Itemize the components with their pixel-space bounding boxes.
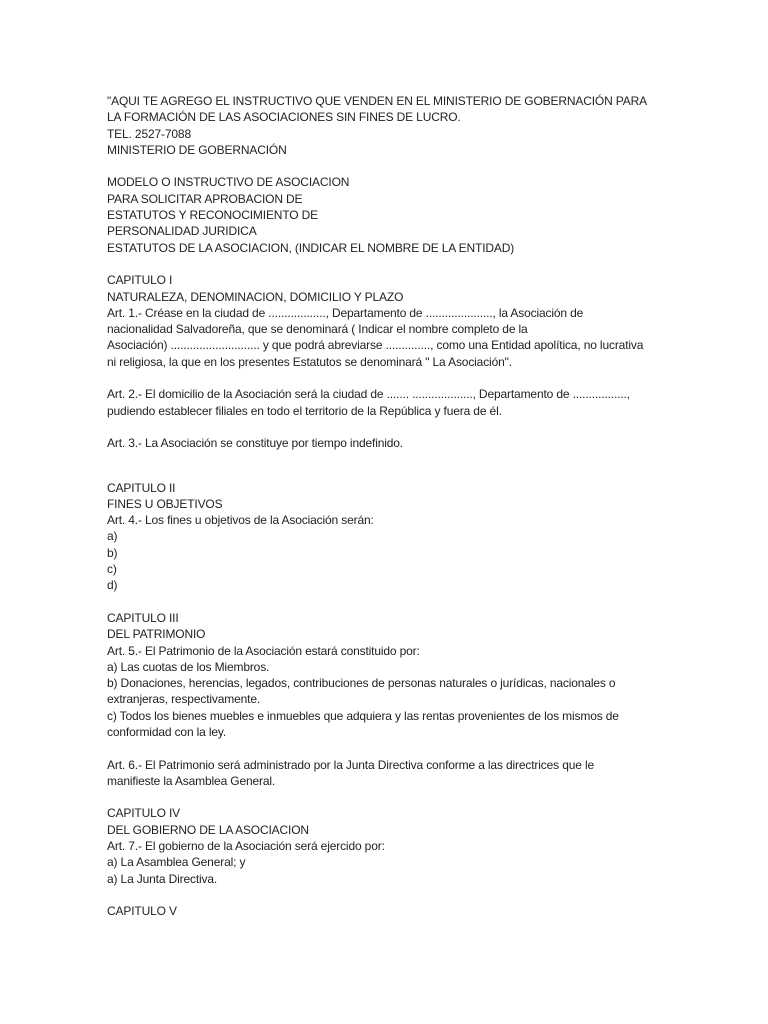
chapter-5 bbox=[107, 903, 667, 919]
intro-ministry: MINISTERIO DE GOBERNACIÓN bbox=[107, 142, 287, 157]
intro-line: LA FORMACIÓN DE LAS ASOCIACIONES SIN FINES DE LUCRO. bbox=[107, 110, 461, 125]
article-5 bbox=[107, 643, 667, 741]
heading-line: PERSONALIDAD JURIDICA bbox=[107, 224, 257, 239]
heading-line: PARA SOLICITAR APROBACION DE bbox=[107, 191, 303, 206]
chapter-4 bbox=[107, 805, 667, 886]
article-line: pudiendo establecer filiales en todo el territorio de la República y fuera de él. bbox=[107, 403, 502, 418]
article-line: a) Las cuotas de los Miembros. bbox=[107, 659, 270, 674]
article-line: a) La Junta Directiva. bbox=[107, 871, 218, 886]
article-7 bbox=[107, 838, 667, 887]
article-4: Art. 4.- Los fines u objetivos de la Asociación serán: bbox=[107, 513, 374, 528]
chapter-subtitle: DEL GOBIERNO DE LA ASOCIACION bbox=[107, 822, 309, 837]
chapter-title: CAPITULO III bbox=[107, 610, 179, 625]
article-line: ni religiosa, la que en los presentes Estatutos se denominará " La Asociación". bbox=[107, 354, 512, 369]
article-line: conformidad con la ley. bbox=[107, 724, 227, 739]
intro-block bbox=[107, 93, 667, 158]
list-item: b) bbox=[107, 545, 118, 560]
article-line: a) La Asamblea General; y bbox=[107, 855, 246, 870]
chapter-title: CAPITULO IV bbox=[107, 806, 181, 821]
article-line: c) Todos los bienes muebles e inmuebles que adquiera y las rentas provenientes de los mismos de bbox=[107, 708, 619, 723]
article-line: Asociación) ............................ y que podrá abreviarse .............., como una Entidad apolítica, no lucrativa bbox=[107, 338, 644, 353]
list-item: d) bbox=[107, 578, 118, 593]
article-6 bbox=[107, 757, 667, 790]
chapter-title: CAPITULO V bbox=[107, 904, 177, 919]
article-1 bbox=[107, 305, 667, 370]
list-item: a) bbox=[107, 529, 118, 544]
article-line: Art. 3.- La Asociación se constituye por tiempo indefinido. bbox=[107, 436, 403, 451]
chapter-subtitle: NATURALEZA, DENOMINACION, DOMICILIO Y PLAZO bbox=[107, 289, 404, 304]
article-line: extranjeras, respectivamente. bbox=[107, 692, 261, 707]
article-line: Art. 2.- El domicilio de la Asociación será la ciudad de ....... ..................., Departamento de ................., bbox=[107, 387, 630, 402]
list-item: c) bbox=[107, 562, 117, 577]
chapter-title: CAPITULO II bbox=[107, 480, 176, 495]
chapter-subtitle: DEL PATRIMONIO bbox=[107, 627, 206, 642]
chapter-3 bbox=[107, 610, 667, 789]
intro-phone: TEL. 2527-7088 bbox=[107, 126, 191, 141]
article-line: nacionalidad Salvadoreña, que se denominará ( Indicar el nombre completo de la bbox=[107, 322, 528, 337]
article-2 bbox=[107, 386, 667, 419]
heading-line: ESTATUTOS Y RECONOCIMIENTO DE bbox=[107, 208, 319, 223]
article-line: Art. 1.- Créase en la ciudad de .................., Departamento de ....................., la Asociación de bbox=[107, 305, 584, 320]
intro-line: "AQUI TE AGREGO EL INSTRUCTIVO QUE VENDEN EN EL MINISTERIO DE GOBERNACIÓN PARA bbox=[107, 94, 647, 108]
heading-line: MODELO O INSTRUCTIVO DE ASOCIACION bbox=[107, 175, 350, 190]
article-line: b) Donaciones, herencias, legados, contribuciones de personas naturales o jurídicas, nacionales o bbox=[107, 676, 616, 691]
article-line: manifieste la Asamblea General. bbox=[107, 773, 276, 788]
chapter-title: CAPITULO I bbox=[107, 273, 173, 288]
document-heading bbox=[107, 174, 667, 255]
article-3 bbox=[107, 435, 667, 451]
document-page bbox=[107, 93, 667, 920]
chapter-1 bbox=[107, 272, 667, 451]
chapter-2 bbox=[107, 480, 667, 594]
chapter-subtitle: FINES U OBJETIVOS bbox=[107, 496, 223, 511]
article-line: Art. 7.- El gobierno de la Asociación será ejercido por: bbox=[107, 839, 385, 854]
heading-line: ESTATUTOS DE LA ASOCIACION, (INDICAR EL NOMBRE DE LA ENTIDAD) bbox=[107, 240, 515, 255]
article-line: Art. 5.- El Patrimonio de la Asociación estará constituido por: bbox=[107, 643, 420, 658]
article-line: Art. 6.- El Patrimonio será administrado por la Junta Directiva conforme a las directrices que le bbox=[107, 757, 594, 772]
